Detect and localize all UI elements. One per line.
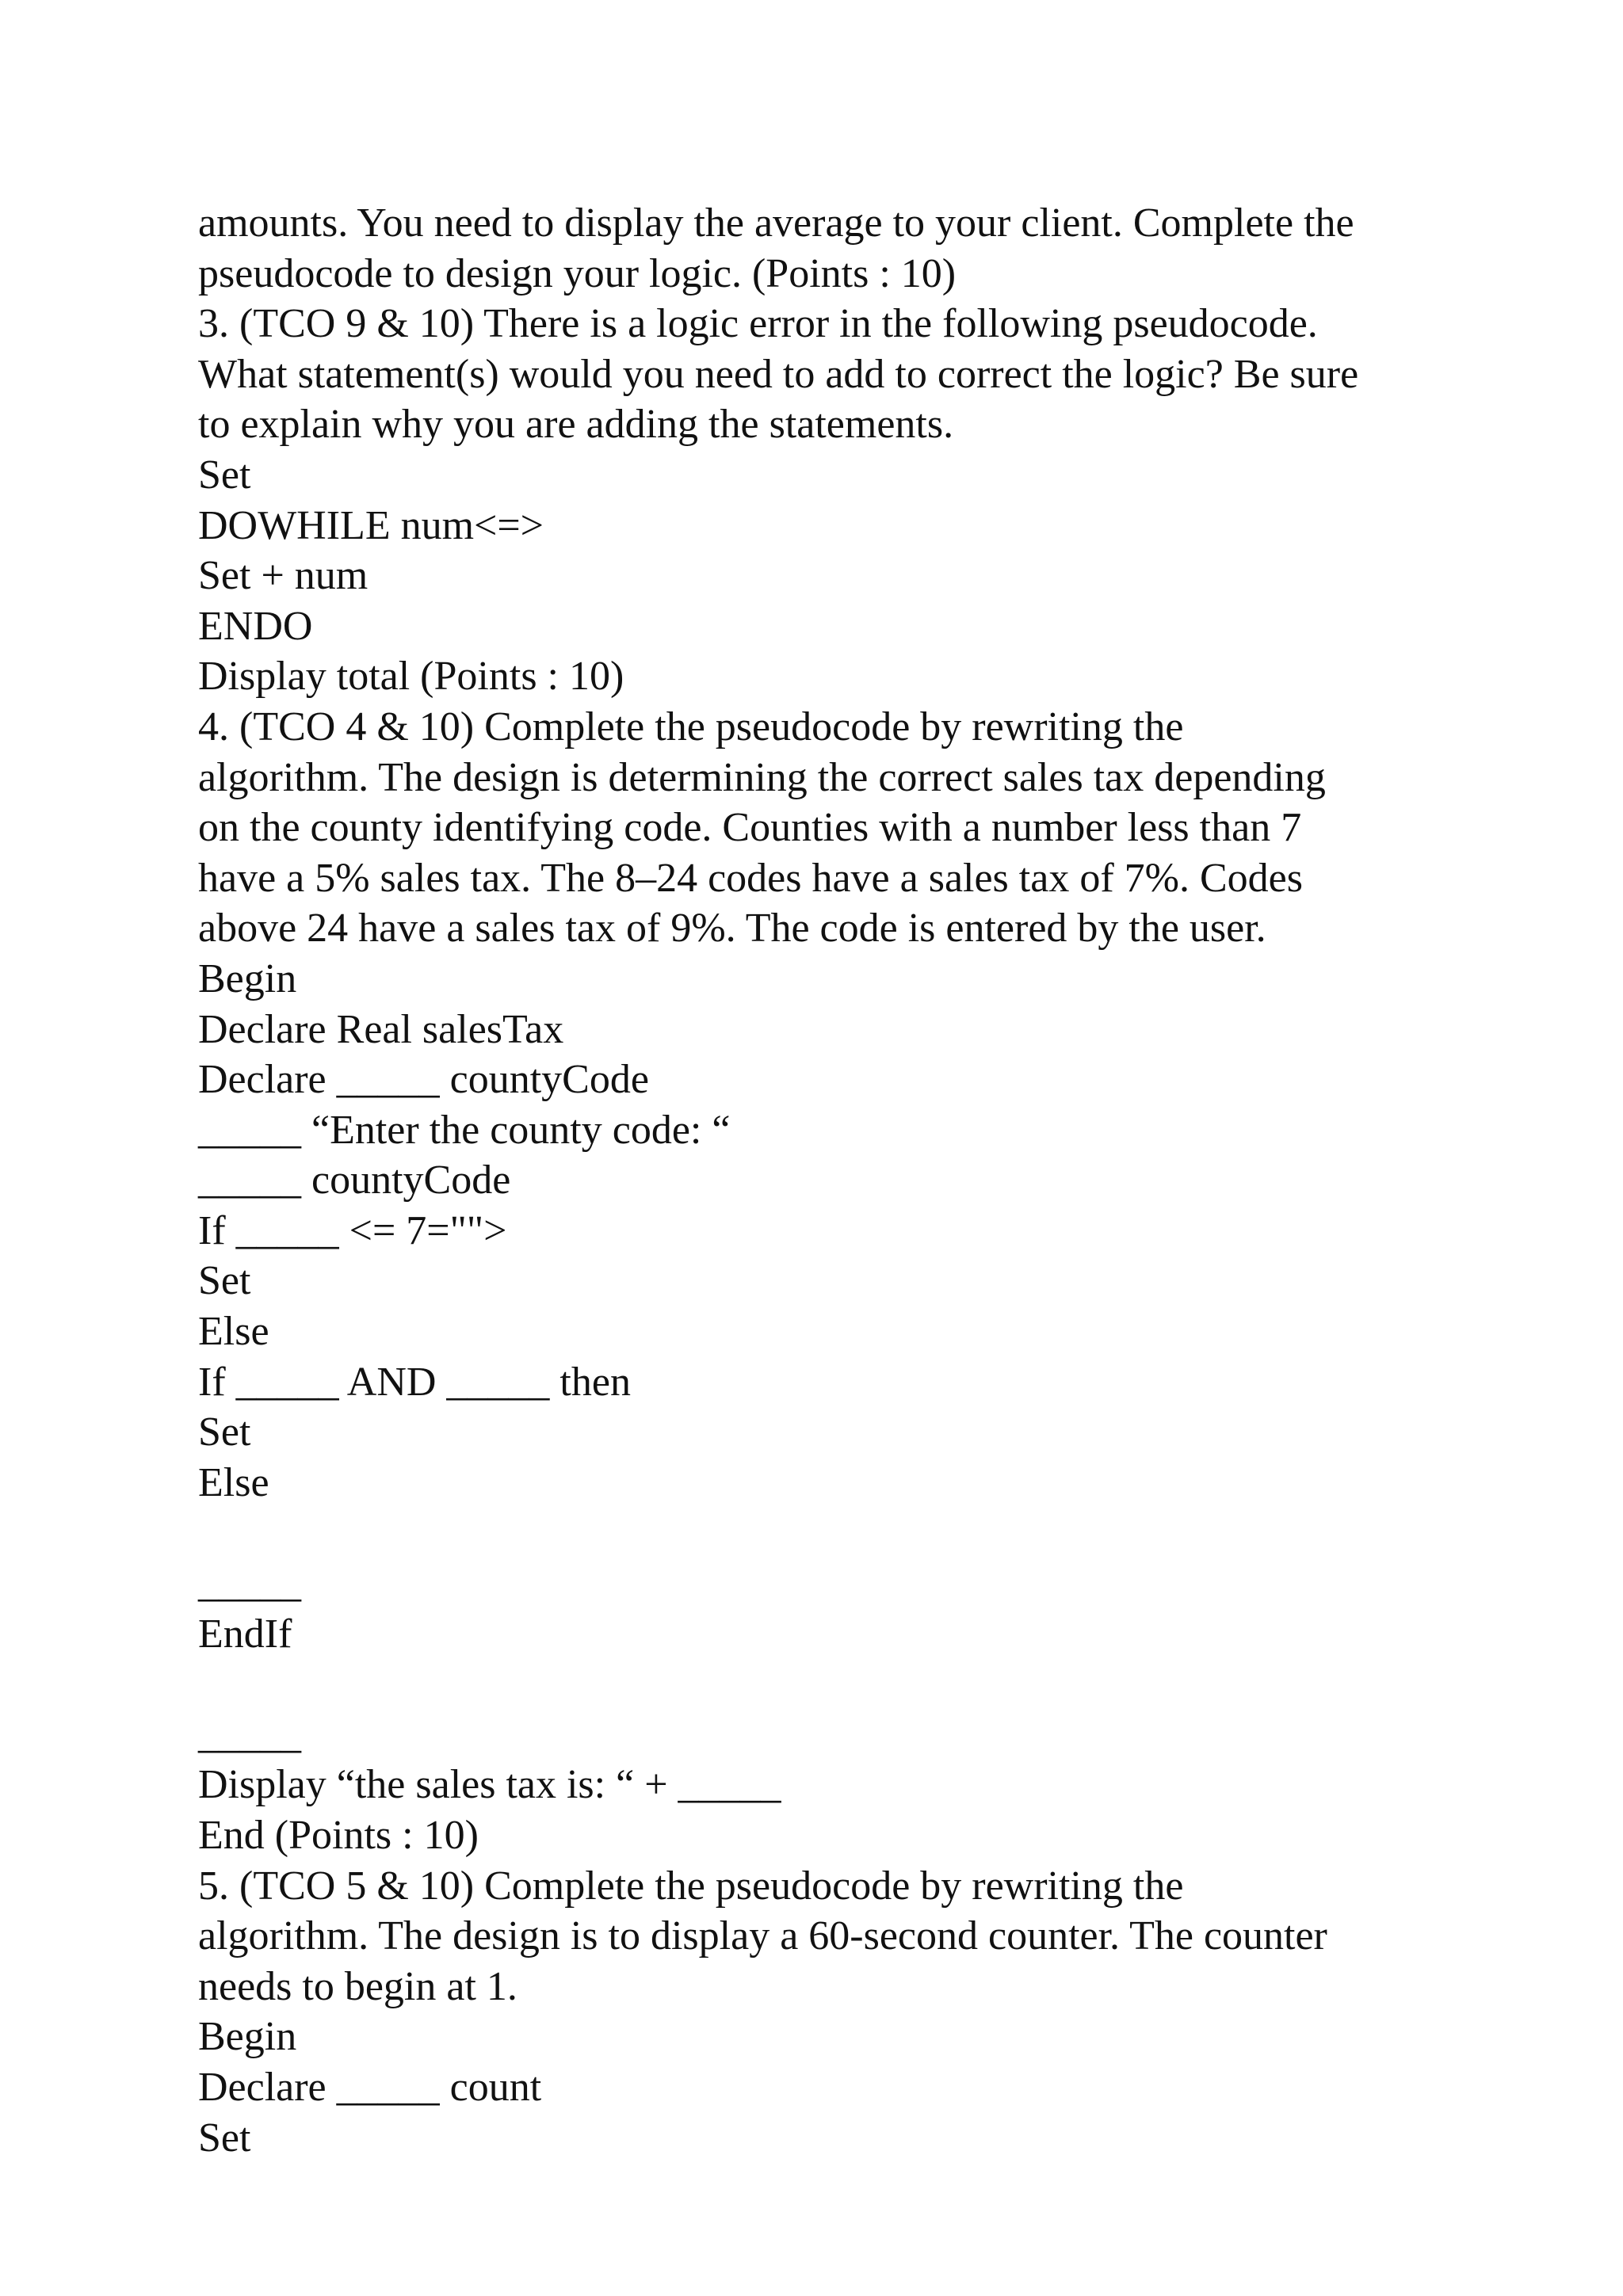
code-line: Set (198, 452, 251, 498)
code-line: Begin (198, 955, 297, 1001)
code-line: Set + num (198, 553, 369, 599)
code-line: If _____ AND _____ then (198, 1359, 631, 1405)
code-line: Declare _____ count (198, 2064, 542, 2110)
code-line: _____ (198, 1711, 301, 1757)
code-line: Set (198, 1409, 251, 1455)
text-line: above 24 have a sales tax of 9%. The code is entered by the user. (198, 906, 1266, 952)
text-line: algorithm. The design is determining the correct sales tax depending (198, 754, 1326, 800)
code-line: If _____ <= 7=""> (198, 1207, 507, 1253)
code-line: Else (198, 1459, 269, 1505)
code-line: End (Points : 10) (198, 1813, 479, 1858)
code-line: ENDO (198, 603, 313, 649)
text-line: pseudocode to design your logic. (Points : 10) (198, 250, 957, 296)
question-4-line: 4. (TCO 4 & 10) Complete the pseudocode by rewriting the (198, 704, 1184, 749)
code-line: Declare _____ countyCode (198, 1057, 649, 1103)
code-line: Display total (Points : 10) (198, 654, 624, 700)
text-line: amounts. You need to display the average to your client. Complete the (198, 200, 1354, 246)
code-line: _____ countyCode (198, 1158, 511, 1203)
text-line: on the county identifying code. Counties with a number less than 7 (198, 805, 1302, 851)
code-line: _____ “Enter the county code: “ (198, 1107, 731, 1153)
text-line: needs to begin at 1. (198, 1963, 517, 2009)
code-line: Display “the sales tax is: “ + _____ (198, 1762, 781, 1808)
code-line: EndIf (198, 1611, 292, 1657)
code-line: DOWHILE num<=> (198, 502, 544, 548)
text-line: to explain why you are adding the statements. (198, 402, 954, 448)
code-line: Begin (198, 2014, 297, 2060)
code-line: Set (198, 1258, 251, 1304)
question-5-line: 5. (TCO 5 & 10) Complete the pseudocode by rewriting the (198, 1863, 1184, 1909)
code-line: Declare Real salesTax (198, 1006, 564, 1052)
text-line: have a 5% sales tax. The 8–24 codes have a sales tax of 7%. Codes (198, 855, 1303, 901)
question-3-line: 3. (TCO 9 & 10) There is a logic error in the following pseudocode. (198, 301, 1318, 347)
text-line: algorithm. The design is to display a 60-second counter. The counter (198, 1913, 1327, 1959)
code-line: Else (198, 1309, 269, 1355)
blank-line (198, 1659, 1466, 1710)
code-line: Set (198, 2115, 251, 2161)
blank-line (198, 1508, 1466, 1558)
text-line: What statement(s) would you need to add to correct the logic? Be sure (198, 351, 1359, 397)
document-text (198, 198, 1466, 2163)
code-line: _____ (198, 1561, 301, 1607)
